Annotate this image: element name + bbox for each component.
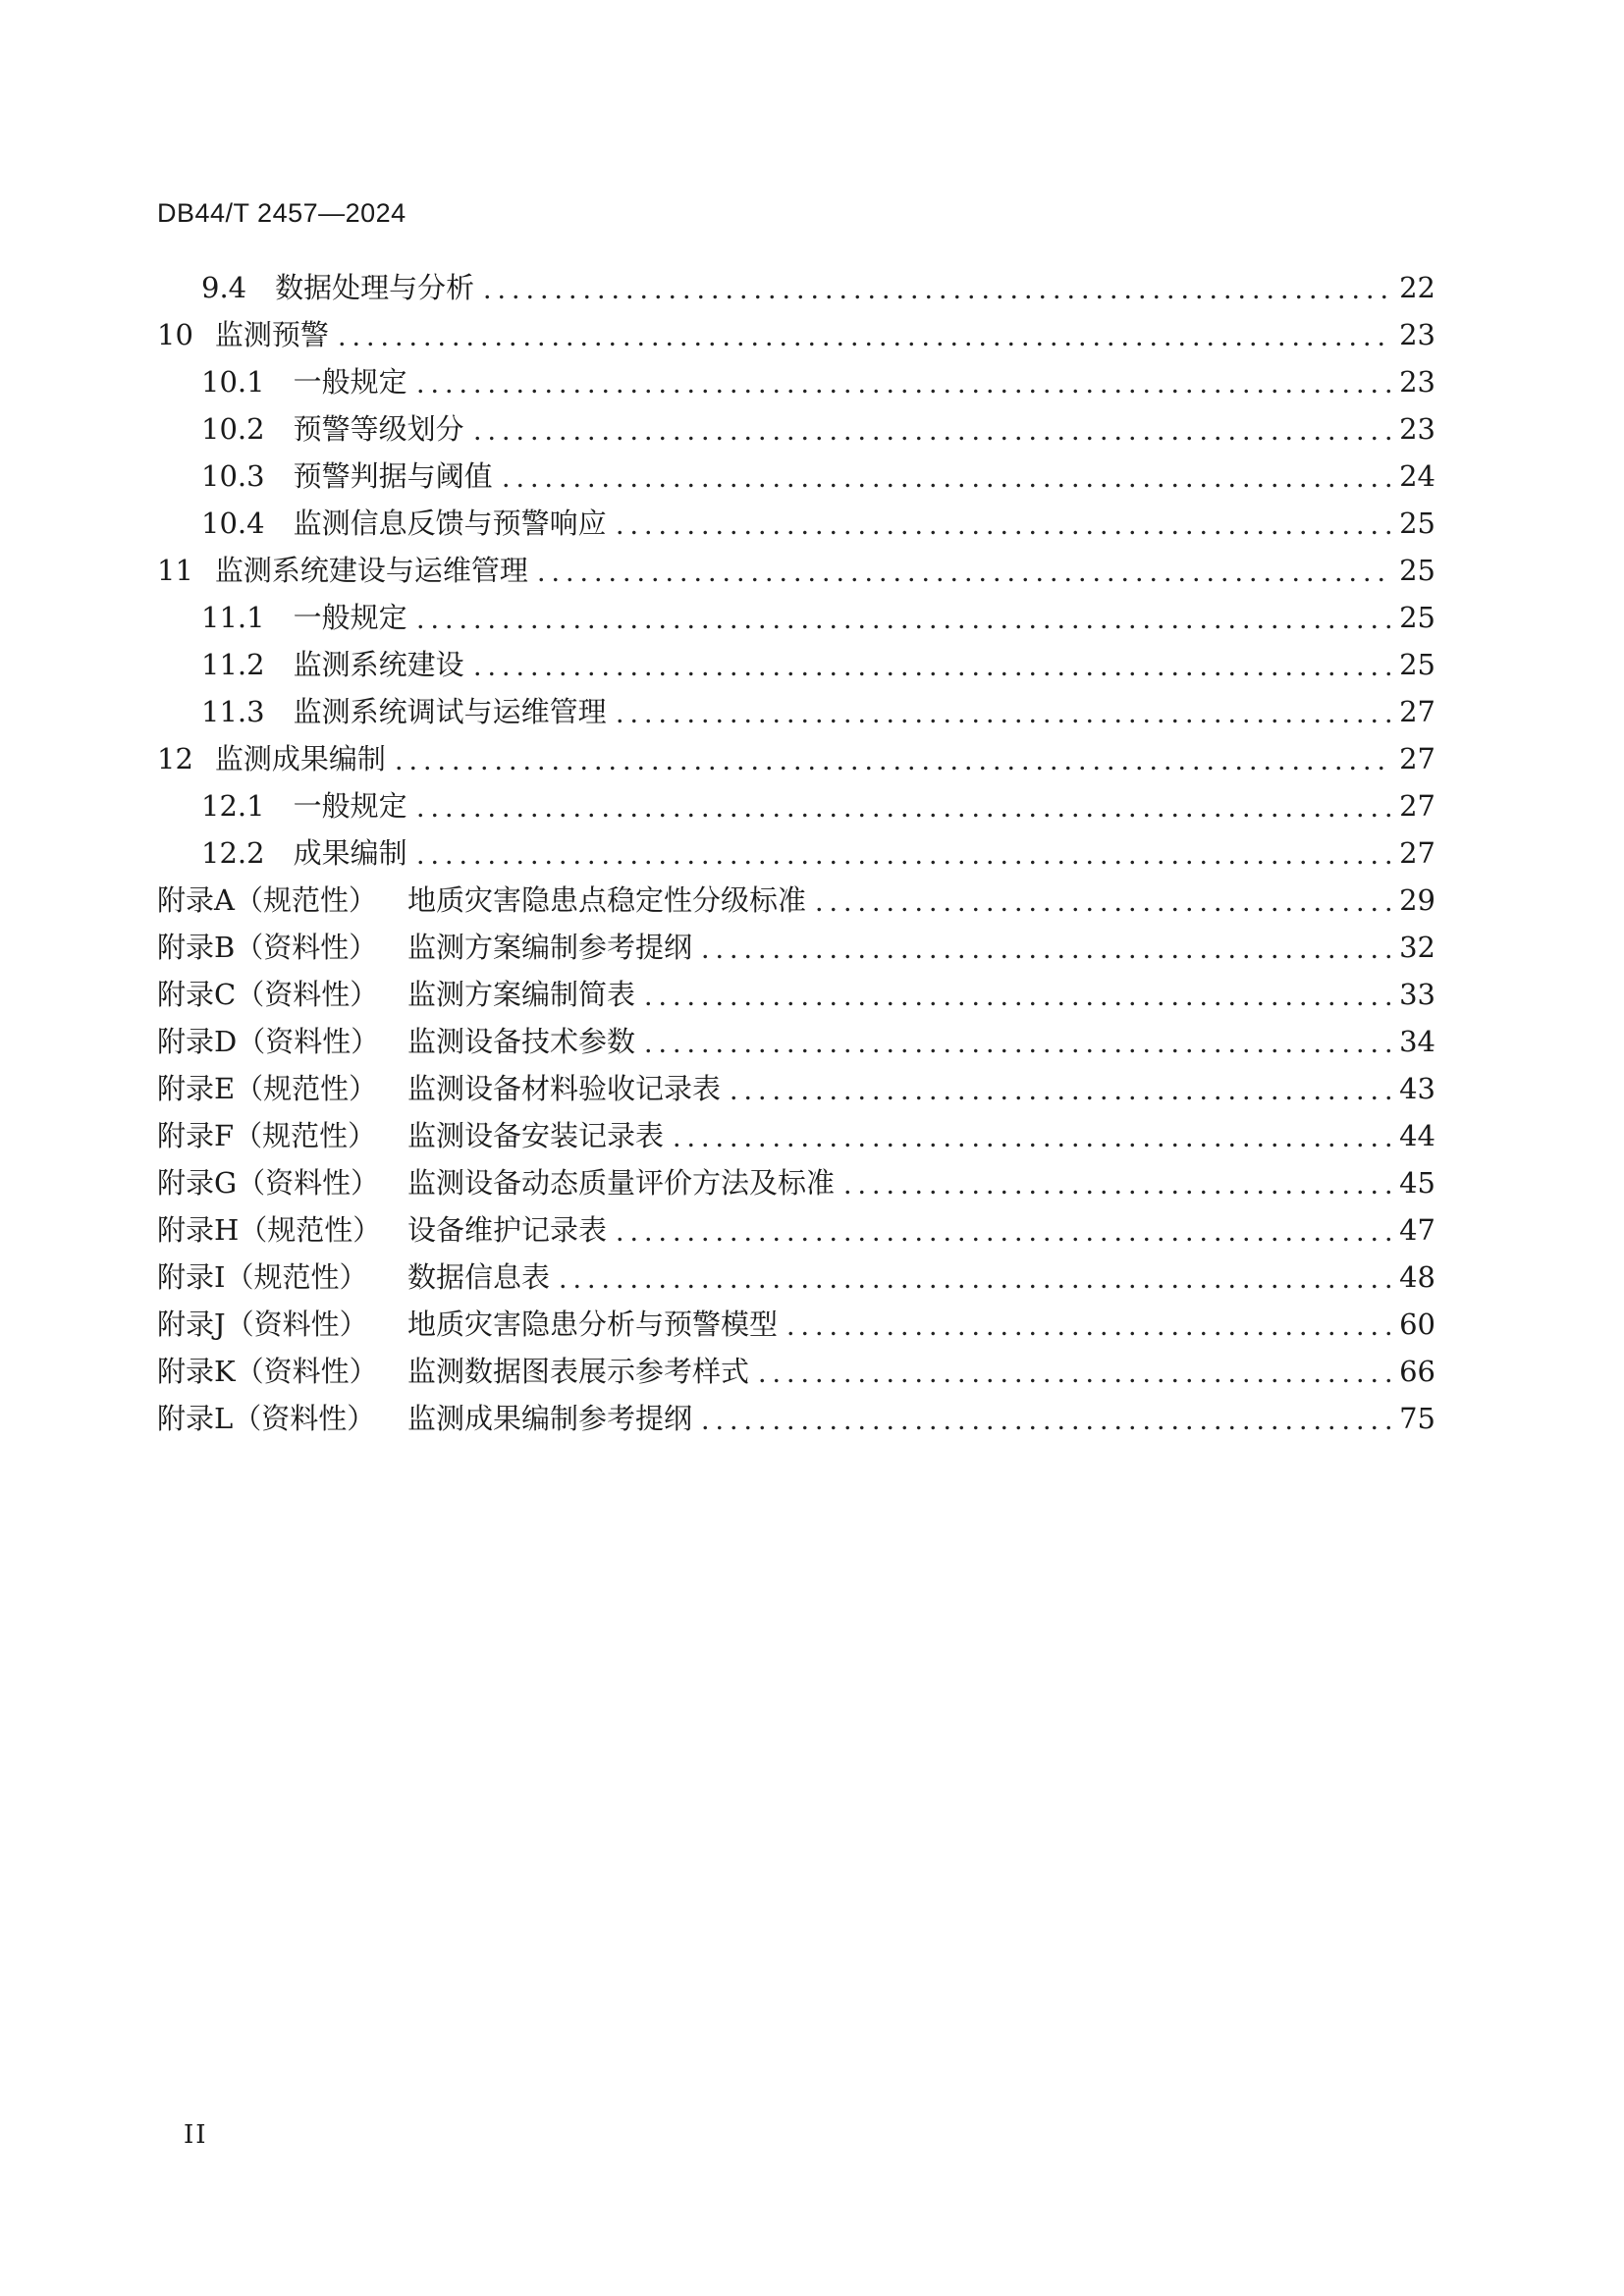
appendix-label: 附录G（资料性）: [157, 1166, 380, 1200]
toc-entry-number: 10.3: [201, 459, 265, 493]
toc-entry-title: 数据处理与分析: [275, 271, 475, 304]
toc-entry-title: 设备维护记录表: [407, 1213, 608, 1247]
toc-entry-number: 12: [157, 742, 193, 775]
dot-leader: [392, 735, 1391, 782]
dot-leader: [556, 1254, 1391, 1301]
toc-entry-page: 32: [1399, 931, 1435, 964]
dot-leader: [727, 1065, 1391, 1112]
toc-entry-page: 33: [1399, 978, 1435, 1011]
dot-leader: [499, 453, 1392, 500]
toc-entry-title: 监测方案编制参考提纲: [407, 931, 693, 964]
appendix-label: 附录J（资料性）: [157, 1308, 368, 1341]
dot-leader: [413, 782, 1392, 829]
toc-appendix-entry[interactable]: [157, 1159, 1435, 1206]
toc-appendix-entry[interactable]: [157, 971, 1435, 1018]
toc-entry[interactable]: [157, 453, 1435, 500]
toc-entry-number: 12.1: [201, 789, 265, 823]
toc-entry-number: 11.3: [201, 695, 265, 728]
appendix-label: 附录D（资料性）: [157, 1025, 380, 1058]
toc-entry-page: 75: [1399, 1402, 1435, 1435]
toc-entry-title: 成果编制: [293, 836, 407, 870]
toc-entry-title: 监测预警: [214, 318, 329, 351]
toc-entry-title: 监测设备动态质量评价方法及标准: [407, 1166, 836, 1200]
toc-entry-page: 25: [1399, 554, 1435, 587]
toc-appendix-entry[interactable]: [157, 1348, 1435, 1395]
toc-entry[interactable]: [157, 405, 1435, 453]
toc-entry-title: 监测设备技术参数: [407, 1025, 636, 1058]
toc-entry-page: 22: [1399, 271, 1435, 304]
toc-appendix-entry[interactable]: [157, 877, 1435, 924]
dot-leader: [755, 1348, 1391, 1395]
toc-entry-page: 23: [1399, 365, 1435, 399]
appendix-label: 附录F（规范性）: [157, 1119, 377, 1152]
document-code-header: DB44/T 2457—2024: [157, 198, 406, 228]
toc-entry-page: 25: [1399, 601, 1435, 634]
toc-entry-number: 10.2: [201, 412, 265, 446]
toc-entry[interactable]: [157, 594, 1435, 641]
dot-leader: [534, 547, 1391, 594]
toc-entry-title: 监测信息反馈与预警响应: [293, 507, 607, 540]
appendix-label: 附录A（规范性）: [157, 883, 377, 917]
toc-entry-page: 27: [1399, 789, 1435, 823]
dot-leader: [470, 405, 1392, 453]
dot-leader: [413, 358, 1392, 405]
page-number-footer: II: [184, 2120, 208, 2150]
toc-entry-page: 27: [1399, 836, 1435, 870]
toc-entry-title: 监测系统建设与运维管理: [214, 554, 528, 587]
toc-appendix-entry[interactable]: [157, 1301, 1435, 1348]
dot-leader: [613, 500, 1392, 547]
toc-appendix-entry[interactable]: [157, 1065, 1435, 1112]
toc-entry-page: 25: [1399, 648, 1435, 681]
appendix-label: 附录K（资料性）: [157, 1355, 378, 1388]
toc-entry-title: 数据信息表: [407, 1260, 551, 1294]
toc-appendix-entry[interactable]: [157, 924, 1435, 971]
toc-appendix-entry[interactable]: [157, 1206, 1435, 1254]
toc-entry-page: 47: [1399, 1213, 1435, 1247]
toc-entry-page: 29: [1399, 883, 1435, 917]
dot-leader: [784, 1301, 1391, 1348]
toc-entry-title: 地质灾害隐患点稳定性分级标准: [407, 883, 807, 917]
dot-leader: [698, 924, 1391, 971]
toc-entry-title: 一般规定: [293, 789, 407, 823]
toc-entry-page: 45: [1399, 1166, 1435, 1200]
toc-entry-title: 一般规定: [293, 365, 407, 399]
toc-entry-title: 监测系统建设: [293, 648, 464, 681]
toc-entry[interactable]: [157, 311, 1435, 358]
toc-entry-number: 11: [157, 554, 193, 587]
toc-entry-title: 一般规定: [293, 601, 407, 634]
toc-entry-number: 10.1: [201, 365, 265, 399]
toc-entry[interactable]: [157, 735, 1435, 782]
dot-leader: [470, 641, 1392, 688]
appendix-label: 附录H（规范性）: [157, 1213, 382, 1247]
appendix-label: 附录B（资料性）: [157, 931, 378, 964]
toc-entry-page: 23: [1399, 318, 1435, 351]
toc-appendix-entry[interactable]: [157, 1112, 1435, 1159]
toc-entry-title: 监测设备材料验收记录表: [407, 1072, 722, 1105]
toc-entry-title: 地质灾害隐患分析与预警模型: [407, 1308, 779, 1341]
toc-entry-page: 66: [1399, 1355, 1435, 1388]
dot-leader: [335, 311, 1391, 358]
dot-leader: [613, 688, 1392, 735]
toc-entry-title: 预警等级划分: [293, 412, 464, 446]
dot-leader: [670, 1112, 1391, 1159]
toc-entry-number: 9.4: [201, 271, 247, 304]
appendix-label: 附录C（资料性）: [157, 978, 379, 1011]
toc-entry-number: 12.2: [201, 836, 265, 870]
appendix-label: 附录E（规范性）: [157, 1072, 378, 1105]
toc-entry-page: 24: [1399, 459, 1435, 493]
toc-entry-page: 34: [1399, 1025, 1435, 1058]
toc-entry[interactable]: [157, 547, 1435, 594]
dot-leader: [698, 1395, 1391, 1442]
toc-appendix-entry[interactable]: [157, 1254, 1435, 1301]
toc-entry-number: 11.2: [201, 648, 265, 681]
toc-entry[interactable]: [157, 500, 1435, 547]
dot-leader: [480, 264, 1391, 311]
toc-entry[interactable]: [157, 688, 1435, 735]
dot-leader: [840, 1159, 1391, 1206]
toc-entry-page: 48: [1399, 1260, 1435, 1294]
toc-entry[interactable]: [157, 782, 1435, 829]
toc-entry-page: 23: [1399, 412, 1435, 446]
toc-entry-number: 10.4: [201, 507, 265, 540]
toc-entry-page: 27: [1399, 742, 1435, 775]
toc-entry-page: 27: [1399, 695, 1435, 728]
toc-entry[interactable]: [157, 641, 1435, 688]
dot-leader: [812, 877, 1391, 924]
toc-entry[interactable]: [157, 358, 1435, 405]
dot-leader: [413, 594, 1392, 641]
toc-entry-title: 监测数据图表展示参考样式: [407, 1355, 750, 1388]
toc-appendix-entry[interactable]: [157, 1018, 1435, 1065]
toc-entry-number: 11.1: [201, 601, 265, 634]
toc-entry-title: 监测成果编制: [214, 742, 386, 775]
appendix-label: 附录L（资料性）: [157, 1402, 376, 1435]
dot-leader: [613, 1206, 1391, 1254]
toc-entry-title: 监测设备安装记录表: [407, 1119, 665, 1152]
toc-entry-page: 44: [1399, 1119, 1435, 1152]
toc-entry-page: 43: [1399, 1072, 1435, 1105]
toc-entry-page: 25: [1399, 507, 1435, 540]
toc-appendix-entry[interactable]: [157, 1395, 1435, 1442]
dot-leader: [641, 971, 1391, 1018]
toc-entry-title: 监测成果编制参考提纲: [407, 1402, 693, 1435]
table-of-contents: [157, 264, 1435, 1442]
toc-entry[interactable]: [157, 829, 1435, 877]
dot-leader: [413, 829, 1392, 877]
toc-entry-page: 60: [1399, 1308, 1435, 1341]
toc-entry[interactable]: [157, 264, 1435, 311]
toc-entry-number: 10: [157, 318, 193, 351]
toc-entry-title: 预警判据与阈值: [293, 459, 493, 493]
toc-entry-title: 监测方案编制简表: [407, 978, 636, 1011]
dot-leader: [641, 1018, 1391, 1065]
toc-entry-title: 监测系统调试与运维管理: [293, 695, 607, 728]
appendix-label: 附录I（规范性）: [157, 1260, 368, 1294]
